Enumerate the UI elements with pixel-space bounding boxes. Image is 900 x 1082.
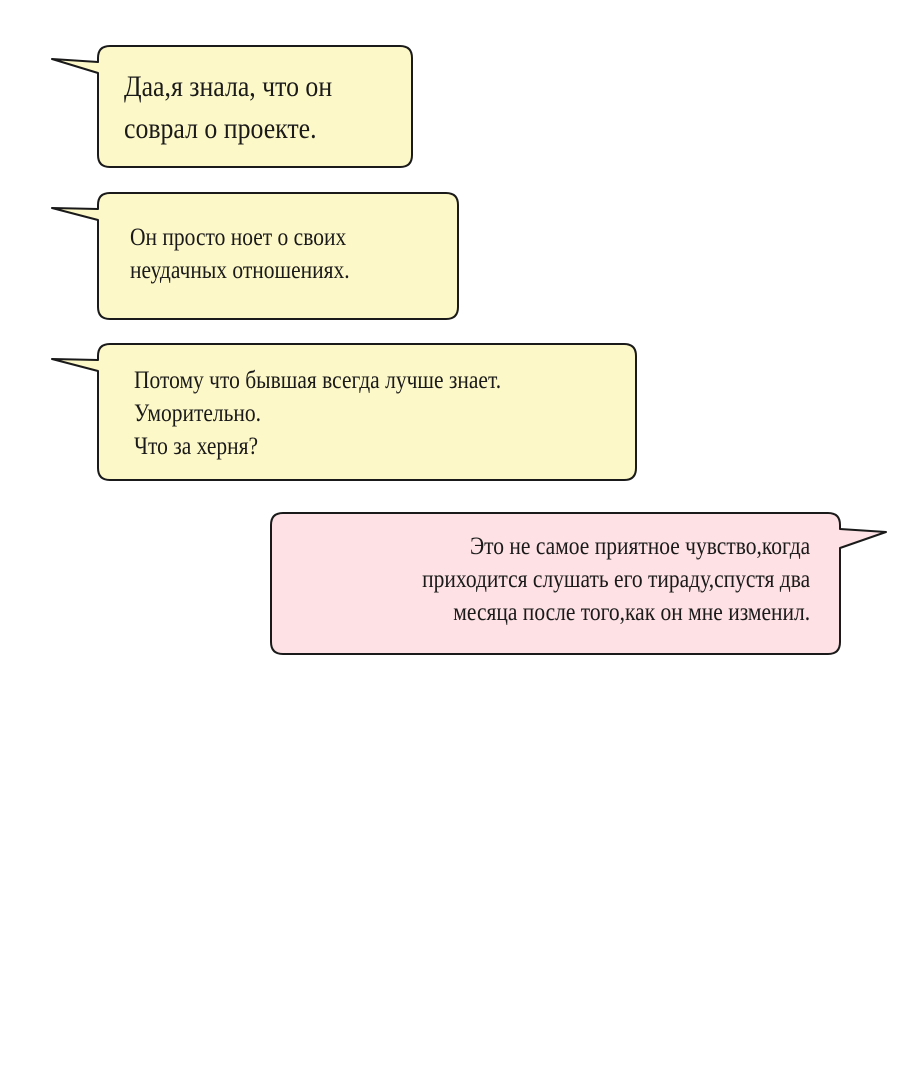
speech-bubble-4-text bbox=[422, 530, 810, 629]
speech-bubble-4-line-1: Это не самое приятное чувство,когда bbox=[469, 533, 810, 560]
speech-bubble-1-text bbox=[124, 66, 332, 150]
speech-bubble-4-line-2: приходится слушать его тираду,спустя два bbox=[421, 566, 810, 593]
speech-bubble-3-text bbox=[134, 364, 501, 463]
speech-bubble-2-line-1: Он просто ноет о своих bbox=[130, 224, 347, 251]
speech-bubble-1-line-1: Даа,я знала, что он bbox=[124, 70, 333, 103]
speech-bubble-2-line-2: неудачных отношениях. bbox=[130, 257, 350, 284]
speech-bubble-1-line-2: соврал о проекте. bbox=[124, 112, 317, 145]
speech-bubble-3-line-1: Потому что бывшая всегда лучше знает. bbox=[134, 367, 502, 394]
speech-bubble-3-line-2: Уморительно. bbox=[134, 400, 262, 427]
speech-bubble-4-line-3: месяца после того,как он мне изменил. bbox=[453, 599, 810, 626]
speech-bubble-2-text bbox=[130, 221, 350, 287]
speech-bubble-3-line-3: Что за херня? bbox=[134, 433, 259, 460]
